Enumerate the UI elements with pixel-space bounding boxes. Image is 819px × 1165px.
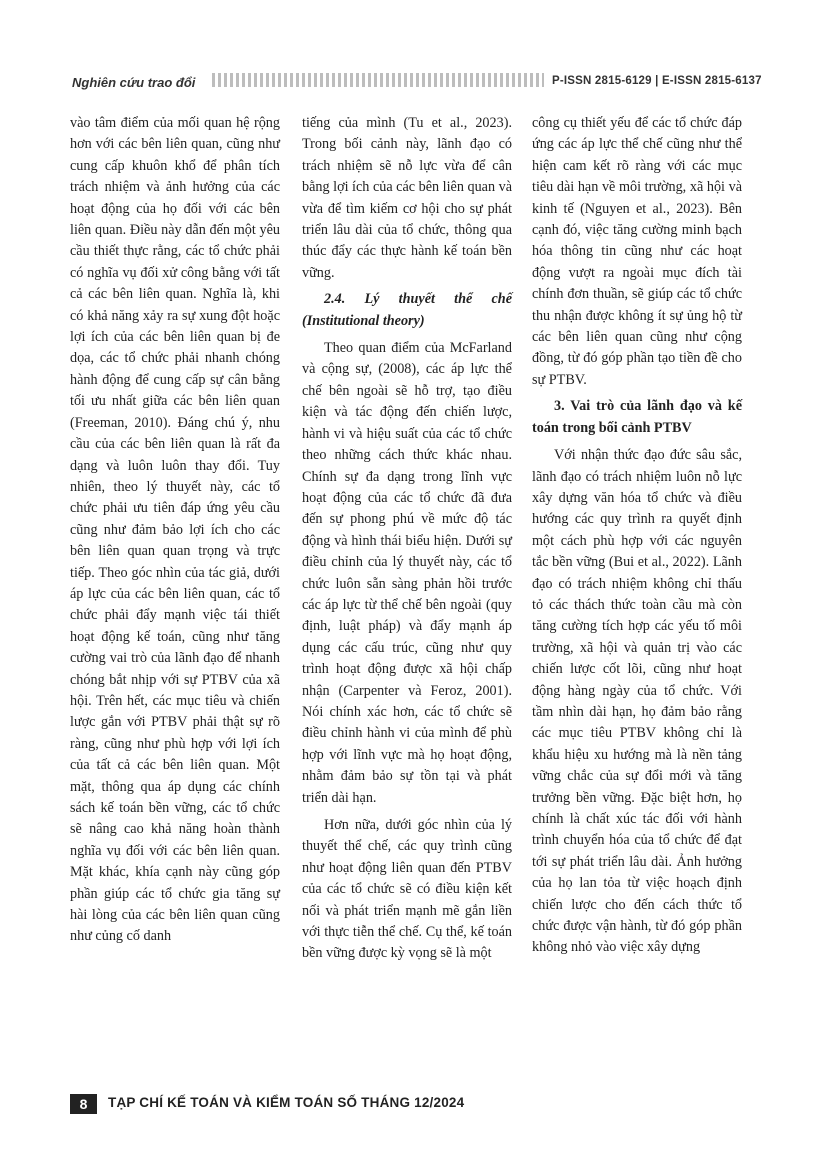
paragraph: Với nhận thức đạo đức sâu sắc, lãnh đạo có trách nhiệm luôn nỗ lực xây dựng văn hóa tổ chức và điều hướng các quy trình ra quyết định một cách phù hợp với các nguyên tắc bền vững (Bui et al., 2022). Lãnh đạo có trách nhiệm không chỉ thấu tỏ các thách thức toàn cầu mà còn tăng cường tích hợp các yếu tố môi trường, xã hội và quản trị vào các chiến lược cốt lõi, cũng như hoạt động hàng ngày của tổ chức. Với tầm nhìn dài hạn, họ đảm bảo rằng các mục tiêu PTBV không chỉ là khẩu hiệu xu hướng mà là nền tảng vững chắc của sự đổi mới và tăng trưởng bền vững. Đặc biệt hơn, họ chính là chất xúc tác đối với hành trình chuyển hóa của tổ chức để đạt tới sự phát triển lâu dài. Ảnh hưởng của họ lan tỏa từ việc hoạch định chiến lược cho đến cách thức tổ chức được vận hành, từ đó góp phần không nhỏ vào việc xây dựng xyxy=(532,447,742,956)
page-header xyxy=(0,0,819,100)
paragraph: công cụ thiết yếu để các tổ chức đáp ứng các áp lực thể chế cũng như thể hiện cam kết rõ ràng với các mục tiêu dài hạn về môi trường, xã hội và kinh tế (Nguyen et al., 2023). Bên cạnh đó, việc tăng cường minh bạch hóa thông tin cũng như các hoạt động vượt ra ngoài mục đích tài chính đơn thuần, sẽ giúp các tổ chức thu nhận được không ít sự ủng hộ từ các bên liên quan cũng như cộng đồng, từ đó góp phần tạo tiền đề cho sự PTBV. xyxy=(532,115,742,388)
paragraph: Hơn nữa, dưới góc nhìn của lý thuyết thể chế, các quy trình cũng như hoạt động liên quan đến PTBV của các tổ chức sẽ có điều kiện kết nối và phát triển mạnh mẽ gắn liền với thực tiễn thể chế. Cụ thể, kế toán bền vững được kỳ vọng sẽ là một xyxy=(302,817,512,962)
text-column-3 xyxy=(532,113,742,959)
header-stripe-decoration xyxy=(212,73,544,87)
paragraph: tiếng của mình (Tu et al., 2023). Trong bối cảnh này, lãnh đạo có trách nhiệm sẽ nỗ lực vừa để cân bằng lợi ích của các bên liên quan và vừa để tìm kiếm cơ hội cho sự phát triển lâu dài của tổ chức, thông qua thúc đẩy các thực hành kế toán bền vững. xyxy=(302,115,512,281)
issn-label: P-ISSN 2815-6129 | E-ISSN 2815-6137 xyxy=(552,75,762,87)
section-heading-3: 3. Vai trò của lãnh đạo và kế toán trong bối cảnh PTBV xyxy=(532,398,742,436)
section-label: Nghiên cứu trao đổi xyxy=(72,75,196,90)
text-column-2 xyxy=(302,113,512,965)
page-footer xyxy=(70,1094,760,1116)
paragraph: Theo quan điểm của McFarland và cộng sự, (2008), các áp lực thể chế bên ngoài sẽ hỗ trợ, tạo điều kiện và tác động đến chiến lược, hành vi và hiệu suất của các tổ chức theo những cách thức khác nhau. Chính sự đa dạng trong lĩnh vực hoạt động của các tổ chức đã đưa đến sự phong phú về mức độ tác động và hình thái biểu hiện. Dưới sự điều chỉnh của lý thuyết này, các tổ chức luôn sẵn sàng phản hồi trước các áp lực từ thể chế bên ngoài (quy định, luật pháp) và đẩy mạnh áp dụng các cấu trúc, cũng như quy trình hoạt động được xã hội chấp nhận (Carpenter và Feroz, 2001). Nói chính xác hơn, các tổ chức sẽ điều chỉnh hành vi của mình để phù hợp với lĩnh vực mà họ hoạt động, nhằm đảm bảo sự tồn tại và phát triển dài hạn. xyxy=(302,340,512,806)
paragraph: vào tâm điểm của mối quan hệ rộng hơn với các bên liên quan, cũng như cung cấp khuôn khổ để phân tích trách nhiệm và ảnh hưởng của các hoạt động của họ đối với các bên liên quan. Điều này dẫn đến một yêu cầu thiết thực rằng, các tổ chức phải có nghĩa vụ đối xử công bằng với tất cả các bên liên quan. Nghĩa là, khi có khả năng xảy ra sự xung đột hoặc lợi ích của các bên liên quan bị đe dọa, các tổ chức phải nhanh chóng hành động để cung cấp sự cân bằng tối ưu nhất giữa các bên liên quan (Freeman, 2010). Đáng chú ý, nhu cầu của các bên liên quan là rất đa dạng và luôn luôn thay đổi. Tuy nhiên, theo lý thuyết này, các tổ chức phải ưu tiên đáp ứng yêu cầu cũng như đảm bảo lợi ích cho các bên liên quan quan trọng và trực tiếp. Theo góc nhìn của tác giả, dưới áp lực của các bên liên quan, các tổ chức phải đẩy mạnh việc tái thiết hoạt động kế toán, cũng như tăng cường vai trò của lãnh đạo để nhanh chóng bắt nhịp với sự PTBV của xã hội. Trên hết, các mục tiêu và chiến lược gắn với PTBV phải thật sự rõ ràng, cũng như phù hợp với lợi ích của tất cả các bên liên quan. Một mặt, thông qua áp dụng các chính sách kế toán bền vững, các tổ chức sẽ nâng cao khả năng hoàn thành nghĩa vụ đối với các bên liên quan. Mặt khác, khía cạnh này cũng góp phần giúp các tổ chức gia tăng sự hài lòng của các bên liên quan cũng như củng cố danh xyxy=(70,115,280,945)
journal-title: TẠP CHÍ KẾ TOÁN VÀ KIỂM TOÁN SỐ THÁNG 12/2024 xyxy=(108,1095,465,1110)
page-number: 8 xyxy=(70,1094,97,1114)
section-heading-2-4: 2.4. Lý thuyết thể chế (Institutional theory) xyxy=(302,291,512,329)
text-column-1 xyxy=(70,113,280,948)
